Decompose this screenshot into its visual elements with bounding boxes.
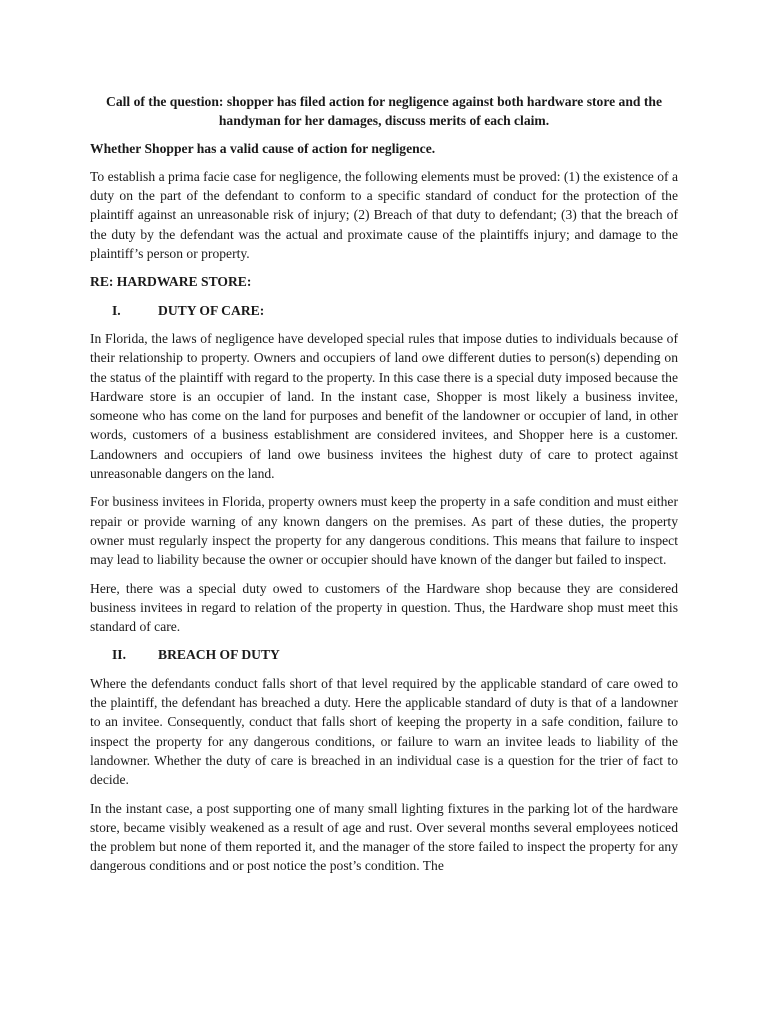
- call-of-question: Call of the question: shopper has filed action for negligence against both hardware store and the handyman for her damages, discuss merits of each claim.: [106, 94, 662, 129]
- paragraph: In Florida, the laws of negligence have developed special rules that impose duties to individuals because of their relationship to property. Owners and occupiers of land owe different duties to person(s) depending on the status of the plaintiff with regard to the property. In this case there is a special duty imposed because the Hardware store is an occupier of land. In the instant case, Shopper is most likely a business invitee, someone who has come on the land for purposes and benefit of the landowner or occupier of land, in other words, customers of a business establishment are considered invitees, and Shopper here is a customer. Landowners and occupiers of land owe business invitees the highest duty of care to protect against unreasonable dangers on the land.: [90, 330, 678, 482]
- section-title: DUTY OF CARE:: [158, 302, 265, 318]
- section-numeral: I.: [112, 302, 121, 318]
- section-heading-duty-of-care: [90, 301, 678, 320]
- section-title: BREACH OF DUTY: [158, 647, 280, 663]
- re-heading: RE: HARDWARE STORE:: [90, 274, 252, 290]
- paragraph: In the instant case, a post supporting one of many small lighting fixtures in the parking lot of the hardware store, became visibly weakened as a result of age and rust. Over several months several employees noticed the problem but none of them reported it, and the manager of the store failed to inspect the property for any dangerous conditions and or post notice the post’s condition. The: [90, 800, 678, 874]
- paragraph: For business invitees in Florida, property owners must keep the property in a safe condition and must either repair or provide warning of any known dangers on the premises. As part of these duties, the property owner must regularly inspect the property for any dangerous conditions. This means that failure to inspect may lead to liability because the owner or occupier should have known of the danger but failed to inspect.: [90, 494, 678, 568]
- issue-statement: Whether Shopper has a valid cause of action for negligence.: [90, 140, 436, 156]
- paragraph: Where the defendants conduct falls short of that level required by the applicable standard of care owed to the plaintiff, the defendant has breached a duty. Here the applicable standard of duty is that of a landowner to an invitee. Consequently, conduct that falls short of keeping the property in a safe condition, failure to inspect the property for any dangerous conditions, or failure to warn an invitee leads to liability of the landowner. Whether the duty of care is breached in an individual case is a question for the trier of fact to decide.: [90, 675, 678, 788]
- document-page: [90, 92, 678, 885]
- section-numeral: II.: [112, 647, 126, 663]
- paragraph: Here, there was a special duty owed to customers of the Hardware shop because they are considered business invitees in regard to relation of the property in question. Thus, the Hardware shop must meet this standard of care.: [90, 580, 678, 635]
- section-heading-breach-of-duty: [90, 645, 678, 664]
- intro-paragraph: To establish a prima facie case for negligence, the following elements must be proved: (1) the existence of a duty on the part of the defendant to conform to a specific standard of conduct for the protection of the plaintiff against an unreasonable risk of injury; (2) Breach of that duty to defendant; (3) that the breach of the duty by the defendant was the actual and proximate cause of the plaintiffs injury; and damage to the plaintiff’s person or property.: [90, 168, 678, 262]
